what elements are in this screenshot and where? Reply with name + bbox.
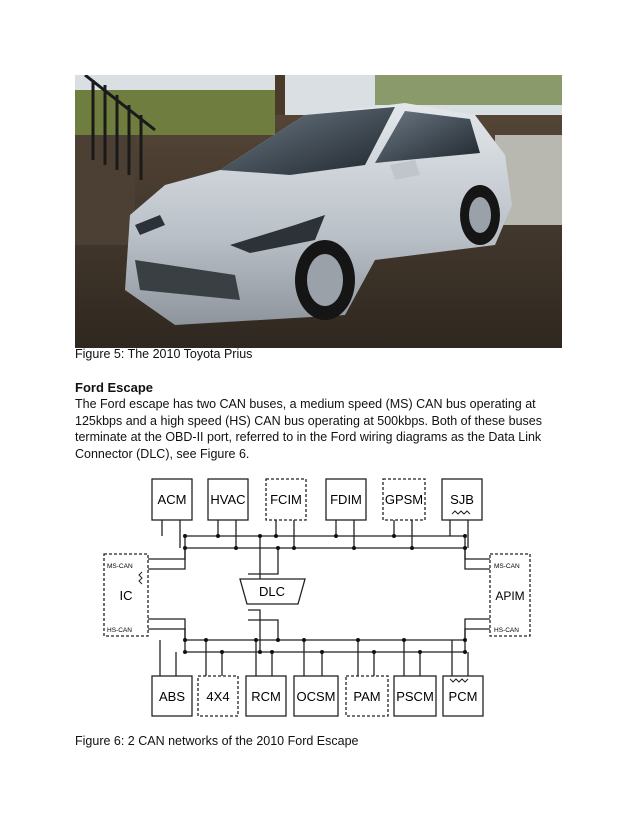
prius-photo-illustration <box>75 75 562 348</box>
module-abs-label: ABS <box>158 689 186 704</box>
apim-label: APIM <box>495 589 525 603</box>
module-hvac-label: HVAC <box>210 492 246 507</box>
section-paragraph: The Ford escape has two CAN buses, a medium speed (MS) CAN bus operating at 125kbps and a high speed (HS) CAN bus operating at 500kbps. Both of these buses terminate at the OBD-II port, referred to in the Ford wiring diagrams as the Data Link Connector (DLC), see Figure 6. <box>75 397 542 461</box>
figure5-caption: Figure 5: The 2010 Toyota Prius <box>75 347 253 361</box>
module-rcm-label: RCM <box>251 689 281 704</box>
module-pscm-label: PSCM <box>396 689 434 704</box>
dlc-wire-2 <box>248 548 278 574</box>
module-pcm-label: PCM <box>448 689 478 704</box>
module-sjb-label: SJB <box>450 492 474 507</box>
apim-hs-wire-2 <box>465 629 490 652</box>
section-heading: Ford Escape <box>75 380 154 395</box>
dlc-label: DLC <box>258 584 286 599</box>
dlc-wire-3 <box>248 610 260 652</box>
module-4x4-label: 4X4 <box>206 689 230 704</box>
apim-ms-can-label: MS-CAN <box>494 563 520 570</box>
apim-ms-wire-1 <box>465 536 490 559</box>
module-fdim-label: FDIM <box>330 492 362 507</box>
module-acm-label: ACM <box>157 492 187 507</box>
can-network-diagram <box>100 474 540 724</box>
ic-hs-can-label: HS-CAN <box>107 627 132 634</box>
prius-photo <box>75 75 562 348</box>
apim-hs-can-label: HS-CAN <box>494 627 519 634</box>
module-fcim-label: FCIM <box>270 492 302 507</box>
ic-ms-can-label: MS-CAN <box>107 563 133 570</box>
ic-hs-wire-2 <box>148 629 185 652</box>
dlc-wire-1 <box>248 536 260 584</box>
module-gpsm-label: GPSM <box>384 492 424 507</box>
ic-label: IC <box>119 588 133 603</box>
figure6-caption: Figure 6: 2 CAN networks of the 2010 Ford Escape <box>75 734 359 748</box>
dlc-wire-4 <box>248 620 278 640</box>
module-ocsm-label: OCSM <box>296 689 336 704</box>
module-pam-label: PAM <box>353 689 381 704</box>
